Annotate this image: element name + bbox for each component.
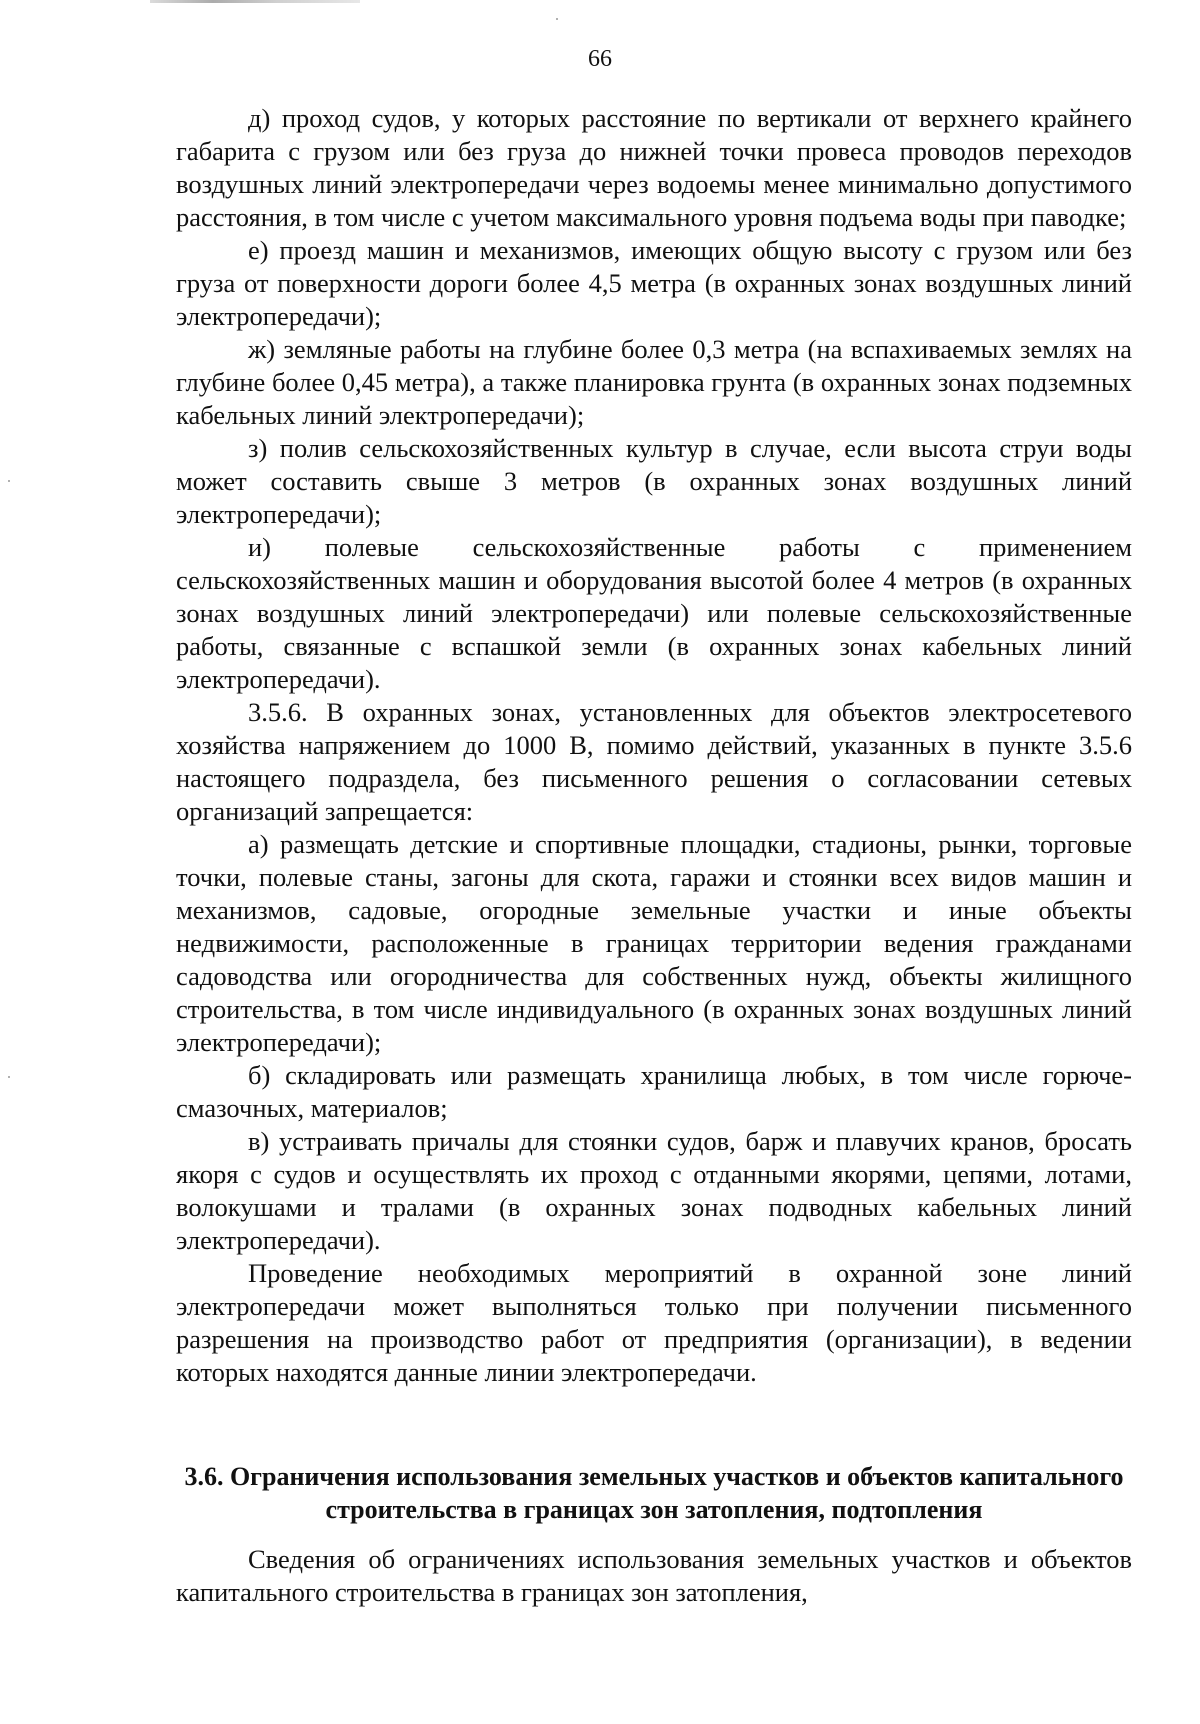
paragraph-i: и) полевые сельскохозяйственные работы с применением сельскохозяйственных машин и оборудования высотой более 4 метров (в охранных зонах воздушных линий электропередачи) или полевые сельскохозяйственные работы, связанные с вспашкой земли (в охранных зонах кабельных линий электропередачи). xyxy=(176,532,1132,694)
page-number: 66 xyxy=(588,46,612,72)
section-body xyxy=(176,1543,1132,1609)
body-text xyxy=(176,102,1132,1389)
paragraph-conducting-measures: Проведение необходимых мероприятий в охранной зоне линий электропередачи может выполняться только при получении письменного разрешения на производство работ от предприятия (организации), в ведении которых находятся данные линии электропередачи. xyxy=(176,1258,1132,1387)
scan-speck xyxy=(8,480,10,482)
scan-artifact xyxy=(150,0,360,3)
paragraph-b: б) складировать или размещать хранилища любых, в том числе горюче-смазочных, материалов; xyxy=(176,1060,1132,1123)
paragraph-v: в) устраивать причалы для стоянки судов, барж и плавучих кранов, бросать якоря с судов и осуществлять их проход с отданными якорями, цепями, лотами, волокушами и тралами (в охранных зонах подводных кабельных линий электропередачи). xyxy=(176,1126,1132,1255)
paragraph-3-5-6: 3.5.6. В охранных зонах, установленных для объектов электросетевого хозяйства напряжением до 1000 В, помимо действий, указанных в пункте 3.5.6 настоящего подраздела, без письменного решения о согласовании сетевых организаций запрещается: xyxy=(176,697,1132,826)
paragraph-zh: ж) земляные работы на глубине более 0,3 метра (на вспахиваемых землях на глубине более 0,45 метра), а также планировка грунта (в охранных зонах подземных кабельных линий электропередачи); xyxy=(176,334,1132,430)
paragraph-z: з) полив сельскохозяйственных культур в случае, если высота струи воды может составить свыше 3 метров (в охранных зонах воздушных линий электропередачи); xyxy=(176,433,1132,529)
paragraph-a: а) размещать детские и спортивные площадки, стадионы, рынки, торговые точки, полевые станы, загоны для скота, гаражи и стоянки всех видов машин и механизмов, садовые, огородные земельные участки и иные объекты недвижимости, расположенные в границах территории ведения гражданами садоводства или огородничества для собственных нужд, объекты жилищного строительства, в том числе индивидуального (в охранных зонах воздушных линий электропередачи); xyxy=(176,829,1132,1057)
scan-speck xyxy=(8,1076,10,1078)
section-heading: 3.6. Ограничения использования земельных участков и объектов капитального строительства в границах зон затопления, подтопления xyxy=(184,1462,1124,1524)
paragraph-d: д) проход судов, у которых расстояние по вертикали от верхнего крайнего габарита с грузом или без груза до нижней точки провеса проводов переходов воздушных линий электропередачи через водоемы менее минимально допустимого расстояния, в том числе с учетом максимального уровня подъема воды при паводке; xyxy=(176,103,1132,232)
scan-speck xyxy=(556,18,558,20)
section-paragraph: Сведения об ограничениях использования земельных участков и объектов капитального строительства в границах зон затопления, xyxy=(176,1544,1132,1607)
paragraph-e: е) проезд машин и механизмов, имеющих общую высоту с грузом или без груза от поверхности дороги более 4,5 метра (в охранных зонах воздушных линий электропередачи); xyxy=(176,235,1132,331)
